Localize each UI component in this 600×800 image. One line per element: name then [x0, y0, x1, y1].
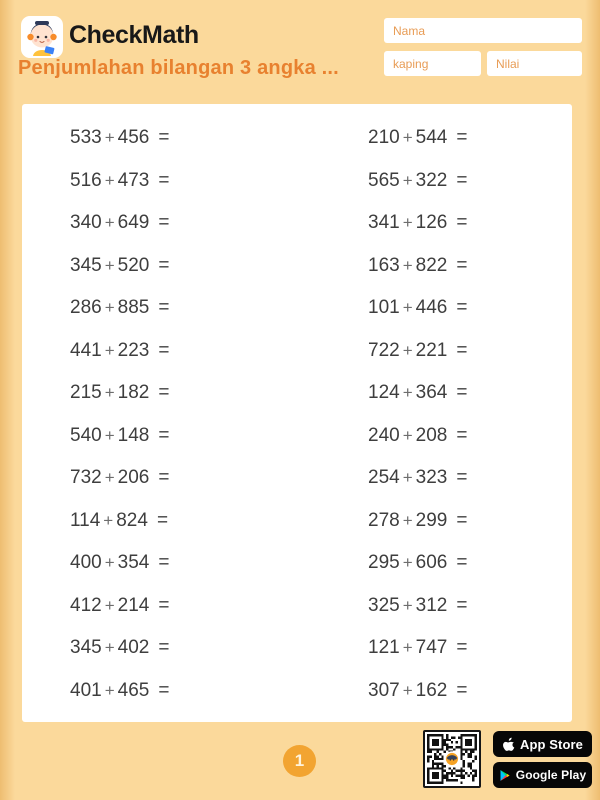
- plus-sign: +: [104, 298, 115, 318]
- plus-sign: +: [402, 383, 413, 403]
- plus-sign: +: [104, 213, 115, 233]
- math-problem: [368, 298, 467, 317]
- plus-sign: +: [402, 468, 413, 488]
- operand-a: 401: [70, 679, 102, 701]
- equals-sign: =: [456, 169, 468, 191]
- operand-a: 124: [368, 382, 400, 404]
- equals-sign: =: [456, 212, 468, 234]
- operand-b: 885: [117, 297, 150, 319]
- operand-b: 402: [117, 637, 150, 659]
- operand-b: 465: [117, 679, 150, 701]
- equals-sign: =: [456, 297, 468, 319]
- math-problem: [368, 383, 467, 402]
- operand-b: 162: [415, 679, 448, 701]
- operand-a: 210: [368, 127, 400, 148]
- plus-sign: +: [103, 510, 114, 530]
- app-name: CheckMath: [69, 21, 199, 49]
- operand-a: 307: [368, 679, 400, 701]
- math-problem: [368, 171, 467, 190]
- operand-b: 446: [415, 297, 448, 319]
- equals-sign: =: [158, 679, 170, 701]
- operand-a: 516: [70, 169, 102, 191]
- plus-sign: +: [104, 468, 115, 488]
- operand-a: 163: [368, 254, 400, 276]
- app-store-label: App Store: [519, 736, 583, 752]
- equals-sign: =: [158, 212, 170, 234]
- qr-code: [423, 730, 481, 788]
- operand-a: 732: [70, 467, 102, 489]
- math-problem: [70, 341, 169, 360]
- equals-sign: =: [456, 339, 468, 361]
- equals-sign: =: [158, 127, 170, 148]
- operand-a: 114: [70, 509, 101, 531]
- operand-a: 286: [70, 297, 102, 319]
- plus-sign: +: [402, 128, 413, 147]
- plus-sign: +: [402, 255, 413, 275]
- equals-sign: =: [456, 382, 468, 404]
- operand-a: 441: [70, 339, 102, 361]
- worksheet-title: Penjumlahan bilangan 3 angka ...: [18, 57, 339, 79]
- math-problem: [368, 553, 467, 572]
- operand-b: 322: [415, 169, 448, 191]
- equals-sign: =: [456, 509, 468, 531]
- equals-sign: =: [158, 297, 170, 319]
- equals-sign: =: [158, 169, 170, 191]
- equals-sign: =: [158, 467, 170, 489]
- operand-b: 473: [117, 169, 150, 191]
- equals-sign: =: [158, 424, 170, 446]
- math-problem: [368, 638, 467, 657]
- operand-b: 223: [117, 339, 150, 361]
- operand-a: 215: [70, 382, 102, 404]
- math-problem: [368, 426, 467, 445]
- equals-sign: =: [158, 254, 170, 276]
- equals-sign: =: [158, 552, 170, 574]
- operand-b: 208: [415, 424, 448, 446]
- equals-sign: =: [456, 424, 468, 446]
- operand-b: 822: [415, 254, 448, 276]
- page-number-badge: [283, 745, 316, 777]
- plus-sign: +: [402, 340, 413, 360]
- operand-b: 221: [415, 339, 448, 361]
- plus-sign: +: [104, 383, 115, 403]
- math-problem: [368, 596, 467, 615]
- operand-a: 325: [368, 594, 400, 616]
- math-problem: [368, 128, 467, 147]
- operand-b: 544: [415, 127, 448, 148]
- plus-sign: +: [104, 638, 115, 658]
- math-problem: [368, 341, 467, 360]
- equals-sign: =: [456, 254, 468, 276]
- plus-sign: +: [402, 213, 413, 233]
- plus-sign: +: [104, 170, 115, 190]
- operand-a: 340: [70, 212, 102, 234]
- equals-sign: =: [456, 637, 468, 659]
- nilai-input[interactable]: [487, 51, 582, 76]
- plus-sign: +: [104, 255, 115, 275]
- operand-b: 364: [415, 382, 448, 404]
- equals-sign: =: [456, 127, 468, 148]
- math-problem: [70, 213, 169, 232]
- math-problem: [70, 128, 169, 147]
- operand-a: 533: [70, 127, 102, 148]
- plus-sign: +: [104, 340, 115, 360]
- equals-sign: =: [158, 637, 170, 659]
- math-problem: [70, 638, 169, 657]
- math-problem: [70, 681, 169, 700]
- plus-sign: +: [402, 553, 413, 573]
- checkmath-logo-icon: [21, 16, 63, 58]
- operand-a: 722: [368, 339, 400, 361]
- math-problem: [70, 298, 169, 317]
- equals-sign: =: [158, 382, 170, 404]
- equals-sign: =: [456, 594, 468, 616]
- operand-a: 412: [70, 594, 102, 616]
- operand-a: 341: [368, 212, 400, 234]
- equals-sign: =: [456, 679, 468, 701]
- page-number: 1: [294, 751, 305, 770]
- operand-a: 278: [368, 509, 400, 531]
- plus-sign: +: [104, 680, 115, 700]
- operand-a: 254: [368, 467, 400, 489]
- operand-a: 295: [368, 552, 400, 574]
- plus-sign: +: [402, 510, 413, 530]
- operand-b: 182: [117, 382, 150, 404]
- google-play-icon: [499, 769, 511, 782]
- operand-b: 824: [116, 509, 148, 531]
- kaping-input[interactable]: [384, 51, 481, 76]
- plus-sign: +: [402, 170, 413, 190]
- operand-b: 747: [415, 637, 448, 659]
- google-play-badge[interactable]: [493, 762, 592, 788]
- qr-mascot-icon: [445, 752, 459, 766]
- math-problem: [368, 511, 467, 530]
- equals-sign: =: [156, 509, 169, 531]
- math-problem: [70, 596, 169, 615]
- math-problem: [70, 468, 169, 487]
- math-problem: [368, 213, 467, 232]
- plus-sign: +: [402, 680, 413, 700]
- operand-b: 206: [117, 467, 150, 489]
- nama-input[interactable]: [384, 18, 582, 43]
- operand-a: 240: [368, 424, 400, 446]
- math-problem: [368, 681, 467, 700]
- plus-sign: +: [402, 595, 413, 615]
- equals-sign: =: [158, 594, 170, 616]
- operand-b: 148: [117, 424, 150, 446]
- problems-column-right: [368, 128, 467, 700]
- math-problem: [368, 256, 467, 275]
- math-problem: [70, 256, 169, 275]
- operand-a: 540: [70, 424, 102, 446]
- operand-b: 312: [415, 594, 448, 616]
- plus-sign: +: [104, 595, 115, 615]
- plus-sign: +: [104, 425, 115, 445]
- math-problem: [70, 426, 169, 445]
- math-problem: [70, 383, 169, 402]
- operand-b: 299: [415, 509, 448, 531]
- equals-sign: =: [456, 552, 468, 574]
- app-store-badge[interactable]: [493, 731, 592, 757]
- operand-a: 101: [368, 297, 400, 319]
- operand-b: 649: [117, 212, 150, 234]
- math-problem: [70, 171, 169, 190]
- operand-a: 565: [368, 169, 400, 191]
- plus-sign: +: [104, 553, 115, 573]
- google-play-label: Google Play: [515, 768, 587, 782]
- operand-b: 323: [415, 467, 448, 489]
- operand-a: 400: [70, 552, 102, 574]
- plus-sign: +: [402, 638, 413, 658]
- plus-sign: +: [402, 425, 413, 445]
- math-problem: [70, 553, 169, 572]
- problems-column-left: [70, 128, 169, 700]
- equals-sign: =: [158, 339, 170, 361]
- operand-b: 354: [117, 552, 150, 574]
- operand-a: 121: [368, 637, 400, 659]
- operand-b: 520: [117, 254, 150, 276]
- operand-b: 456: [117, 127, 150, 148]
- apple-icon: [502, 737, 515, 752]
- operand-a: 345: [70, 254, 102, 276]
- operand-b: 214: [117, 594, 150, 616]
- equals-sign: =: [456, 467, 468, 489]
- math-problem: [368, 468, 467, 487]
- plus-sign: +: [104, 128, 115, 147]
- math-problem: [70, 511, 169, 530]
- operand-b: 126: [415, 212, 448, 234]
- operand-a: 345: [70, 637, 102, 659]
- worksheet-panel: [22, 104, 572, 722]
- plus-sign: +: [402, 298, 413, 318]
- operand-b: 606: [415, 552, 448, 574]
